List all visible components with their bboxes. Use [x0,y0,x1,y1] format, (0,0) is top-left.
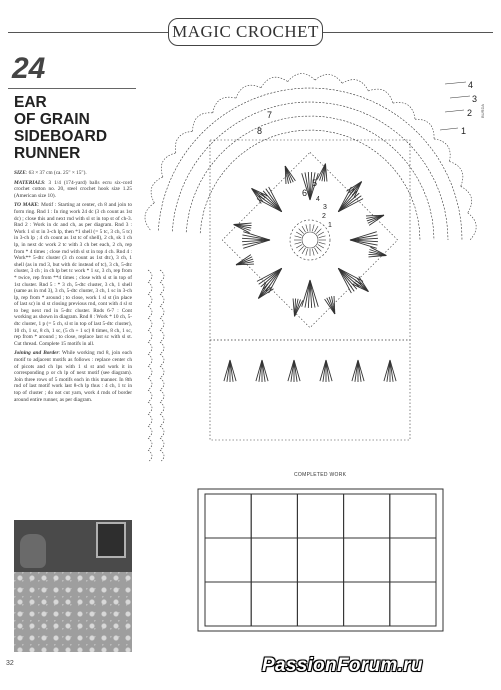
heading-rule [8,88,136,89]
center-round-label: 1 [328,222,332,229]
side-border-loop [148,354,152,366]
border-arch [151,177,163,203]
grid-motif-cell [205,538,251,582]
label-pointer [445,82,466,84]
to-make-text: : Motif : Starting at center, ch 8 and join to form ring. Rnd 1 : In ring work 24 dc (3 ch count as 1st dc) ; close this and next rnd with sl st in top st of ch-3. Rnd 2 : Work in dc and ch, as per diagram. Rnd 3 : Work 1 sl st in 3-ch lp, then *1 shell (= 5 tc, 3 ch, 5 tc) in 3-ch lp ; 4 ch count as 1st tc of shell), 2 ch, sk 1 ch lp, in next dc work 2 tc with 3 ch bet each, 2 ch, rep from * 4 times ; close rnd with sl st in top 4 ch. Rnd 4 : Work** 5-dtc cluster (3 ch count as 1st dtc), 3 ch, 1 shell (as in rnd 3, but with dc instead of tc), 3 ch, 5-dtc cluster, 3 ch ; in ch lp bet tc work * 1 sc, 3 ch, rep from * twice, rep from **4 times ; close with sl st in top of 1st cluster. Rnd 5 : * 3 ch, 5-dtc cluster, 3 ch, 1 shell (same as in rnd 3), 3 ch, 5-dtc cluster, 3 ch, 1 sc in 3-ch lp, rep from * around ; to close, work 1 sl st (in place of last sc) in sl st closing previous rnd, cont with 4 sl st to beg next rnd in 5-dtc cluster. Rnds 6-7 : Cont working as shown in diagram. Rnd 8 : Work * 10 ch, 5-dtc cluster, 1 p (= 5 ch, sl st in top of last 5-dtc cluster), 10 ch, 1 sc, 8 ch, 1 sc, (5 ch + 1 sc) 8 times, 8 ch, 1 sc, rep from * around ; to close, replace last sc with sl st. Cut thread. Complete 15 motifs in all. [14,202,132,347]
side-border-loop [148,306,152,318]
pattern-title [14,94,136,162]
center-round-label: 2 [322,213,326,220]
round-label: 1 [461,126,467,136]
center-stitch [302,248,306,254]
round-label: 6 [302,188,308,198]
center-stitch [315,248,319,254]
side-border-loop [160,354,164,366]
cluster-stitch [352,360,358,381]
border-arch [261,77,288,88]
center-stitch [319,242,326,244]
next-motif-outline [210,340,410,440]
center-stitch [319,236,326,238]
cluster-stitch [390,360,396,381]
cluster-stitch [355,360,358,382]
side-border-loop [160,306,164,318]
side-border-loop [160,294,164,306]
cluster-stitch [291,360,294,382]
motif-square-outline [210,140,410,340]
photo-lace-runner [14,572,132,652]
center-stitch [295,242,302,244]
title-line: EAR [14,94,47,111]
side-border-loop [148,450,152,462]
border-arch [449,162,462,187]
center-stitch [318,245,324,249]
materials-paragraph [14,180,132,200]
border-chain-round [158,88,462,240]
side-border-loop [148,426,152,438]
center-stitch [312,225,314,232]
completed-work-title: COMPLETED WORK [294,472,347,478]
grid-motif-cell [205,494,251,538]
side-border-loop [148,342,152,354]
cluster-stitch [358,360,361,382]
side-border-loop [148,330,152,342]
header-title-box [168,18,323,46]
photo-pitcher [20,534,46,568]
label-pointer [450,96,470,98]
cluster-stitch [262,360,265,382]
center-stitch [306,249,308,256]
side-border-loop [160,402,164,414]
round-label: 2 [467,108,473,118]
side-border-loop [160,378,164,390]
center-stitch [299,246,304,251]
side-border-loop [160,318,164,330]
center-stitch [295,236,302,238]
border-arch [288,74,315,82]
grid-motif-cell [205,582,251,626]
joining-paragraph [14,350,132,403]
center-round-label: 4 [316,196,320,203]
center-round-label: 3 [323,204,327,211]
label-pointer [445,110,464,112]
crochet-diagram [140,50,495,470]
border-arch [236,85,261,98]
cluster-stitch [326,360,332,381]
grid-motif-cell [297,538,343,582]
motif-diamond-outline [222,152,397,327]
grid-motif-cell [390,538,436,582]
title-line: OF GRAIN [14,111,90,128]
side-border-loop [160,366,164,378]
to-make-paragraph [14,202,132,347]
round-label: 3 [472,94,478,104]
center-stitch [296,232,302,236]
size-label: SIZE [14,170,26,176]
round-label: 7 [267,110,273,120]
side-border-loop [148,282,152,294]
side-border-loop [160,414,164,426]
grid-motif-cell [390,582,436,626]
side-border-loop [148,270,152,282]
cluster-stitch [294,360,297,382]
cluster-stitch [227,360,230,382]
cluster-stitch [390,360,393,382]
border-arch [461,186,472,213]
border-arch [145,203,154,230]
pattern-heading [8,54,136,162]
completed-work-grid [197,488,444,632]
grid-motif-cell [344,494,390,538]
cluster-stitch [320,360,326,381]
runner-photo [14,520,132,652]
side-border-loop [148,378,152,390]
center-stitch [315,226,319,232]
instructions-text [14,170,132,406]
side-border-loop [148,402,152,414]
pattern-number: 24 [12,52,46,85]
cluster-stitch [323,360,326,382]
side-border-loop [160,330,164,342]
joining-text: : While working rnd 8, join each motif to adjacent motifs as follows : replace center ch of picots and ch lps with 1 sl st and work it in corresponding p or ch lp of next motif (see diagram). Join three rows of 5 motifs each in this manner. In 8th rnd of last motif work last 8-ch lp thus : 4 ch, 1 tc in top of cluster ; do not cut yarn, work 4 rnds of border around entire runner, as per diagram. [14,350,132,403]
grid-motif-cell [297,582,343,626]
border-arch [315,74,342,83]
cluster-stitch [262,360,268,381]
side-border-loop [160,342,164,354]
side-border-loop [160,450,164,462]
border-arch [368,89,393,103]
center-stitch [312,249,314,256]
cluster-stitch [224,360,230,381]
border-chain-round [186,116,434,240]
round-label: 4 [468,80,474,90]
page-header [0,0,501,48]
border-arch [175,131,192,153]
side-border-loop [148,414,152,426]
to-make-label: TO MAKE [14,202,38,209]
grid-border [198,489,443,631]
border-arch [468,213,476,240]
cluster-stitch [259,360,262,382]
side-border-loop [160,390,164,402]
cluster-stitch [230,360,233,382]
border-arch [393,103,415,120]
size-text: : 63 × 37 cm (ca. 25" × 15"). [25,170,87,176]
border-arch [193,113,213,132]
side-border-loop [160,270,164,282]
center-stitch [316,246,321,251]
center-stitch [302,226,306,232]
round-label: 5 [312,178,318,188]
size-paragraph [14,170,132,177]
title-line: RUNNER [14,145,81,162]
side-border-loop [160,282,164,294]
side-border-loop [148,366,152,378]
side-border-loop [148,318,152,330]
grid-motif-cell [344,538,390,582]
side-border-loop [160,426,164,438]
center-ring [302,232,318,248]
grid-motif-cell [251,494,297,538]
grid-motif-cell [251,538,297,582]
cluster-stitch [230,360,236,381]
title-line: SIDEBOARD [14,128,108,145]
center-stitch [296,245,302,249]
side-border-loop [148,438,152,450]
cluster-stitch [294,360,300,381]
border-arch [342,80,368,91]
magazine-title: MAGIC CROCHET [172,22,319,41]
cluster-stitch [256,360,262,381]
materials-label: MATERIALS [14,179,45,186]
cluster-stitch [358,360,364,381]
border-arch [434,139,450,162]
materials-text: : 3 1/4 (174-yard) balls ecru six-cord crochet cotton no. 20, steel crochet hook size 1.25 (American size 10). [14,179,132,199]
border-arch [213,97,236,113]
grid-motif-cell [390,494,436,538]
label-pointer [440,128,458,130]
grid-motif-cell [297,494,343,538]
watermark: PassionForum.ru [262,655,423,676]
round-label: 8 [257,126,263,136]
side-border-loop [148,390,152,402]
page-number: 32 [6,660,14,667]
cluster-stitch [326,360,329,382]
cluster-stitch [288,360,294,381]
side-border-loop [160,438,164,450]
photo-picture-frame [96,522,126,558]
center-stitch [306,225,308,232]
center-stitch [299,229,304,234]
grid-motif-cell [344,582,390,626]
grid-motif-cell [251,582,297,626]
diagram-credit: BURDA [480,103,485,118]
center-stitch [318,232,324,236]
center-stitch [316,229,321,234]
cluster-stitch [387,360,390,382]
border-arch [415,119,434,139]
cluster-stitch [384,360,390,381]
side-border-loop [148,294,152,306]
joining-label: Joining and Border [14,350,59,357]
border-chain-round [200,130,420,240]
